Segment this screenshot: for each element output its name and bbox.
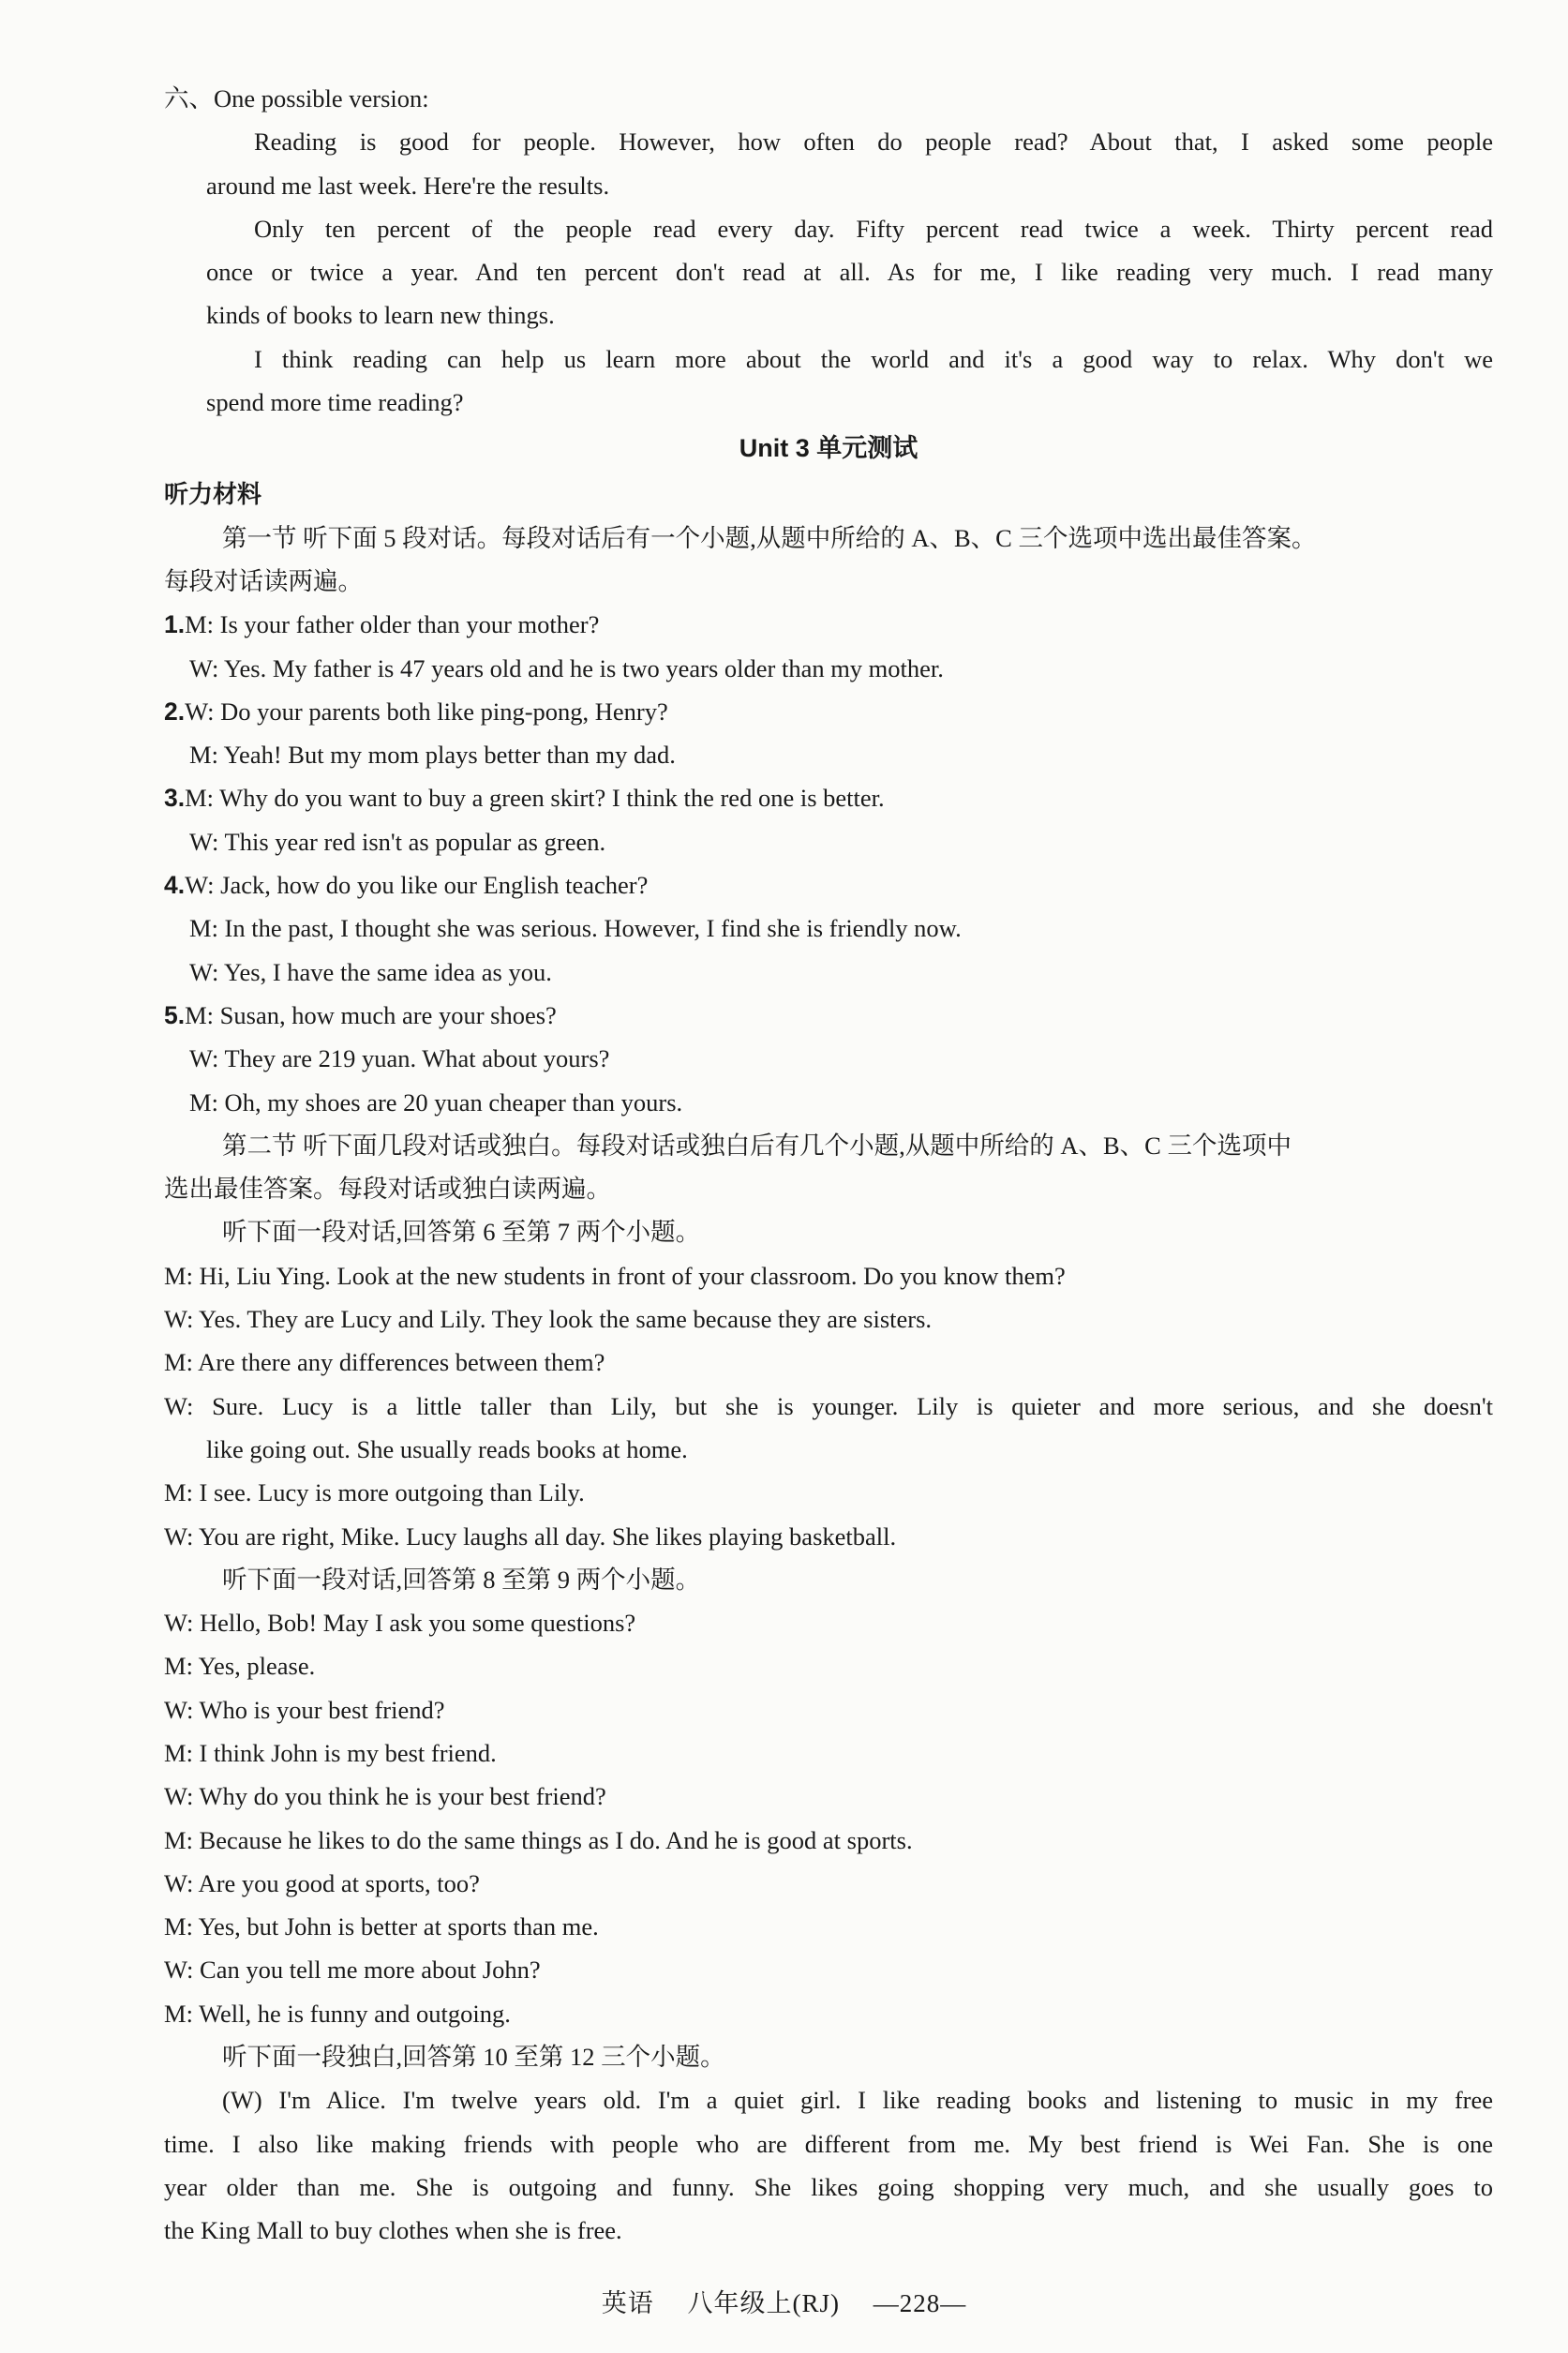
dialog-line: 1.M: Is your father older than your mother? [164,610,600,639]
dialog-line: M: Well, he is funny and outgoing. [164,1999,511,2028]
dialog-line: 4.W: Jack, how do you like our English teacher? [164,871,649,900]
dialog-line: like going out. She usually reads books at home. [206,1434,688,1463]
dialog-number: 3. [164,784,186,813]
monologue-line: the King Mall to buy clothes when she is free. [164,2216,622,2245]
dialog-line: M: In the past, I thought she was serious. However, I find she is friendly now. [189,914,962,943]
dialog-line: W: You are right, Mike. Lucy laughs all day. She likes playing basketball. [164,1521,897,1551]
dialog-line: M: Yes, please. [164,1652,316,1681]
part1-instruction: 每段对话读两遍。 [164,566,363,595]
dialog-line: W: Hello, Bob! May I ask you some questions? [164,1609,636,1638]
dialog-line: W: Are you good at sports, too? [164,1868,480,1897]
dialog-line: M: Yes, but John is better at sports than me. [164,1912,599,1941]
dialog-line: M: I think John is my best friend. [164,1738,497,1767]
dialog-line: 5.M: Susan, how much are your shoes? [164,1000,557,1029]
writing-heading: 六、One possible version: [164,84,429,112]
dialog-line: M: Hi, Liu Ying. Look at the new students in front of your classroom. Do you know them? [164,1261,1066,1290]
dialog-number: 2. [164,697,186,726]
part2-instruction: 选出最佳答案。每段对话或独白读两遍。 [164,1175,611,1204]
writing-line: spend more time reading? [206,388,464,417]
footer-subject: 英语 [601,2289,654,2317]
conversation-intro: 听下面一段对话,回答第 8 至第 9 两个小题。 [222,1565,701,1594]
dialog-line: M: I see. Lucy is more outgoing than Lily. [164,1478,585,1507]
writing-line: once or twice a year. And ten percent don't read at all. As for me, I like reading very much. I read many [206,258,1493,287]
writing-line: Only ten percent of the people read every day. Fifty percent read twice a week. Thirty percent read [254,214,1493,243]
part1-instruction: 第一节 听下面 5 段对话。每段对话后有一个小题,从题中所给的 A、B、C 三个选项中选出最佳答案。 [222,523,1317,552]
dialog-line: W: Why do you think he is your best friend? [164,1782,606,1811]
section-heading: 听力材料 [164,480,262,509]
dialog-line: W: Yes. My father is 47 years old and he is two years older than my mother. [189,653,944,682]
page-footer [0,2283,1568,2319]
dialog-number: 4. [164,871,186,900]
dialog-number: 1. [164,610,186,639]
dialog-number: 5. [164,1000,186,1029]
unit-title: Unit 3 单元测试 [739,434,918,463]
writing-line: Reading is good for people. However, how often do people read? About that, I asked some people [254,127,1493,157]
dialog-line: W: This year red isn't as popular as green. [189,827,606,856]
dialog-line: W: Who is your best friend? [164,1695,445,1724]
footer-grade: 八年级上(RJ) [687,2289,840,2317]
dialog-line: W: Can you tell me more about John? [164,1956,541,1985]
writing-line: kinds of books to learn new things. [206,301,555,330]
dialog-line: W: Yes. They are Lucy and Lily. They look the same because they are sisters. [164,1305,933,1334]
dialog-line: W: Yes, I have the same idea as you. [189,957,552,986]
part2-instruction: 第二节 听下面几段对话或独白。每段对话或独白后有几个小题,从题中所给的 A、B、C 三个选项中 [222,1131,1292,1160]
writing-line: I think reading can help us learn more about the world and it's a good way to relax. Why don't we [254,344,1493,373]
monologue-line: year older than me. She is outgoing and funny. She likes going shopping very much, and she usually goes to [164,2172,1493,2201]
dialog-line: M: Are there any differences between them? [164,1348,605,1377]
monologue-intro: 听下面一段独白,回答第 10 至第 12 三个小题。 [222,2043,725,2072]
dialog-line: 2.W: Do your parents both like ping-pong, Henry? [164,697,668,726]
page-number: —228— [873,2289,967,2317]
dialog-line: M: Yeah! But my mom plays better than my dad. [189,741,676,770]
dialog-line: W: Sure. Lucy is a little taller than Lily, but she is younger. Lily is quieter and more serious, and she doesn't [164,1391,1493,1420]
dialog-line: W: They are 219 yuan. What about yours? [189,1044,610,1073]
monologue-line: (W) I'm Alice. I'm twelve years old. I'm a quiet girl. I like reading books and listening to music in my free [222,2086,1493,2115]
dialog-line: M: Oh, my shoes are 20 yuan cheaper than yours. [189,1087,683,1117]
dialog-line: M: Because he likes to do the same things as I do. And he is good at sports. [164,1825,913,1854]
writing-line: around me last week. Here're the results. [206,171,610,200]
conversation-intro: 听下面一段对话,回答第 6 至第 7 两个小题。 [222,1218,701,1247]
dialog-line: 3.M: Why do you want to buy a green skirt? I think the red one is better. [164,784,885,813]
monologue-line: time. I also like making friends with people who are different from me. My best friend is Wei Fan. She is one [164,2129,1493,2158]
